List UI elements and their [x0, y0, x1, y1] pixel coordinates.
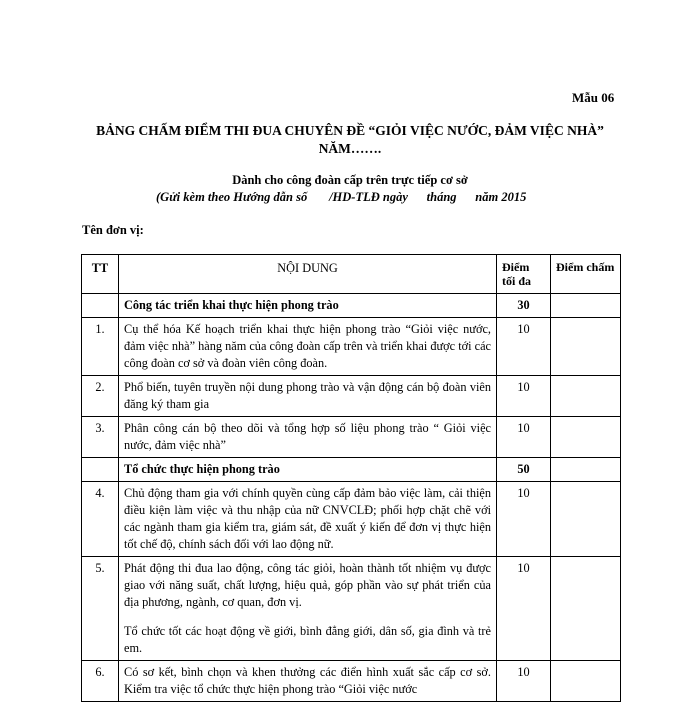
row-content: Chủ động tham gia với chính quyền cùng cấp đảm bảo việc làm, cải thiện điều kiện làm việc và thu nhập của nữ CNVCLĐ; phối hợp chặt chẽ với các ngành tham gia kiểm tra, giám sát, đề xuất ý kiến để đơn vị thực hiện tốt chế độ, chính sách đối với lao động nữ.: [119, 482, 497, 557]
row-content: Tổ chức thực hiện phong trào: [119, 458, 497, 482]
row-score-cell[interactable]: [551, 482, 621, 557]
table-row: [82, 458, 621, 482]
document-subtitle: Dành cho công đoàn cấp trên trực tiếp cơ sở: [232, 173, 468, 187]
row-score-cell[interactable]: [551, 557, 621, 661]
row-score-cell[interactable]: [551, 294, 621, 318]
row-score-cell[interactable]: [551, 661, 621, 702]
table-row: [82, 661, 621, 702]
table-row: [82, 557, 621, 661]
row-tt: 1.: [82, 318, 119, 376]
row-tt: 5.: [82, 557, 119, 661]
document-reference: (Gửi kèm theo Hướng dẫn số /HD-TLĐ ngày tháng năm 2015: [156, 190, 527, 204]
row-score-cell[interactable]: [551, 318, 621, 376]
row-max-score: 10: [497, 318, 551, 376]
table-row: [82, 294, 621, 318]
score-table: [81, 254, 621, 702]
header-max-score: Điểm tối đa: [497, 255, 551, 294]
row-max-score: 10: [497, 417, 551, 458]
row-tt: [82, 458, 119, 482]
table-row: [82, 376, 621, 417]
row-tt: 4.: [82, 482, 119, 557]
row-content-paragraph: Tổ chức tốt các hoạt động về giới, bình đẳng giới, dân số, gia đình và trẻ em.: [124, 624, 491, 655]
row-score-cell[interactable]: [551, 417, 621, 458]
document-title: BẢNG CHẤM ĐIỂM THI ĐUA CHUYÊN ĐỀ “GIỎI VIỆC NƯỚC, ĐẢM VIỆC NHÀ”: [96, 123, 604, 138]
header-content: NỘI DUNG: [119, 255, 497, 294]
row-max-score: 10: [497, 661, 551, 702]
row-content: Công tác triển khai thực hiện phong trào: [119, 294, 497, 318]
table-row: [82, 318, 621, 376]
row-score-cell[interactable]: [551, 458, 621, 482]
header-tt: TT: [82, 255, 119, 294]
form-number: Mẫu 06: [572, 90, 615, 105]
row-score-cell[interactable]: [551, 376, 621, 417]
row-content: [119, 557, 497, 661]
unit-name-label: Tên đơn vị:: [82, 223, 144, 237]
table-header-row: [82, 255, 621, 294]
row-content: Có sơ kết, bình chọn và khen thưởng các điển hình xuất sắc cấp cơ sở. Kiểm tra việc tổ chức thực hiện phong trào “Giỏi việc nước: [119, 661, 497, 702]
row-tt: 2.: [82, 376, 119, 417]
row-content-paragraph: Phát động thi đua lao động, công tác giỏi, hoàn thành tốt nhiệm vụ được giao với năng suất, chất lượng, hiệu quả, góp phần vào sự phát triển của địa phương, ngành, cơ quan, đơn vị.: [124, 561, 491, 609]
row-content: Cụ thể hóa Kế hoạch triển khai thực hiện phong trào “Giỏi việc nước, đảm việc nhà” hàng năm của công đoàn cấp trên và triển khai được tới các công đoàn cơ sở và đoàn viên công đoàn.: [119, 318, 497, 376]
table-row: [82, 482, 621, 557]
row-content: Phổ biến, tuyên truyền nội dung phong trào và vận động cán bộ đoàn viên đăng ký tham gia: [119, 376, 497, 417]
row-tt: [82, 294, 119, 318]
row-tt: 3.: [82, 417, 119, 458]
row-max-score: 10: [497, 482, 551, 557]
header-score: Điểm chấm: [551, 255, 621, 294]
row-max-score: 30: [497, 294, 551, 318]
row-tt: 6.: [82, 661, 119, 702]
row-content: Phân công cán bộ theo dõi và tổng hợp số liệu phong trào “ Giỏi việc nước, đảm việc nhà”: [119, 417, 497, 458]
table-row: [82, 417, 621, 458]
row-max-score: 50: [497, 458, 551, 482]
row-max-score: 10: [497, 376, 551, 417]
row-max-score: 10: [497, 557, 551, 661]
document-title-year: NĂM…….: [318, 141, 382, 156]
